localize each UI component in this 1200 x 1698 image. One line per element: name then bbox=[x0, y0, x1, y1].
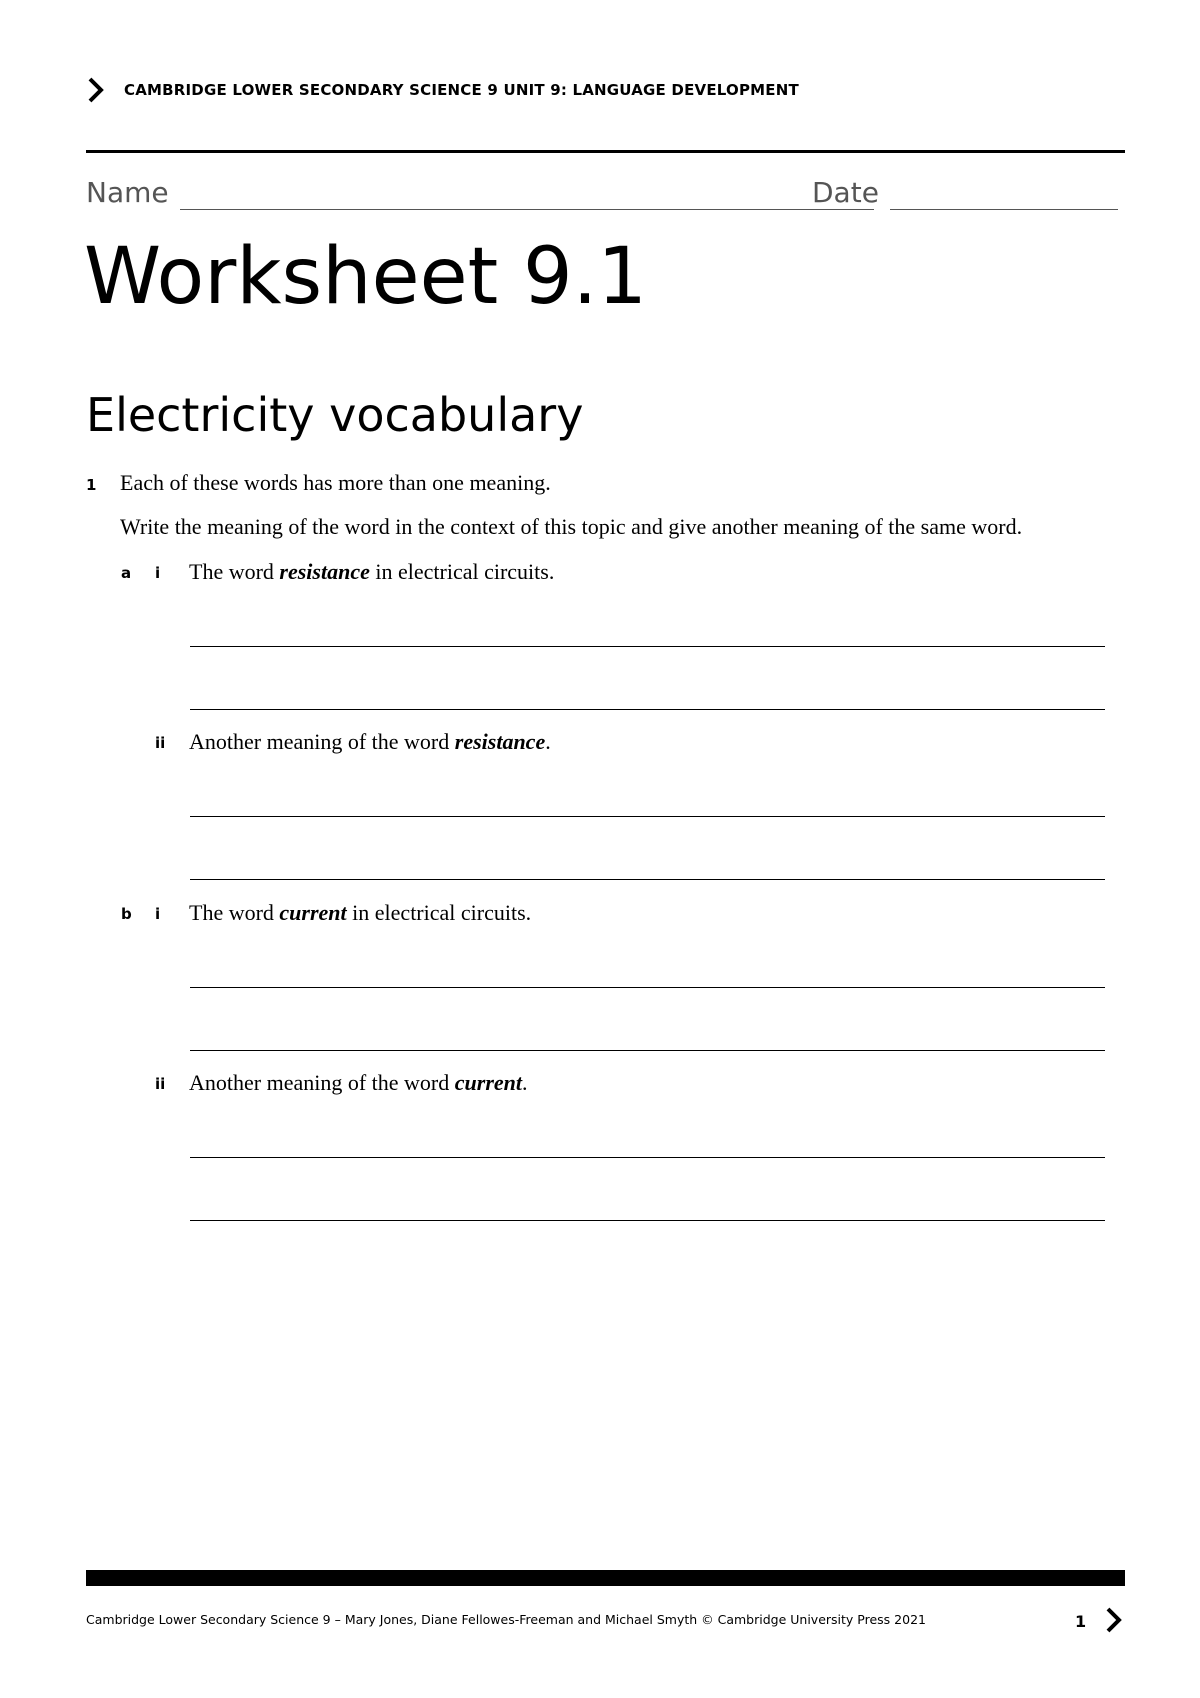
question-instruction: Write the meaning of the word in the context of this topic and give another meaning of the same word. bbox=[120, 514, 1023, 539]
subpart-label-b-ii: ii bbox=[155, 1075, 166, 1093]
key-word: resistance bbox=[454, 729, 546, 754]
answer-line-b-ii-1[interactable] bbox=[190, 1157, 1105, 1158]
page-number: 1 bbox=[1075, 1612, 1087, 1631]
date-label: Date bbox=[812, 176, 879, 209]
answer-line-b-i-1[interactable] bbox=[190, 987, 1105, 988]
answer-line-a-ii-1[interactable] bbox=[190, 816, 1105, 817]
date-field[interactable] bbox=[890, 209, 1118, 210]
answer-line-a-i-1[interactable] bbox=[190, 646, 1105, 647]
worksheet-title: Worksheet 9.1 bbox=[84, 232, 647, 322]
answer-line-a-ii-2[interactable] bbox=[190, 879, 1105, 880]
section-title: Electricity vocabulary bbox=[86, 388, 584, 442]
question-number: 1 bbox=[86, 476, 97, 494]
question-intro: Each of these words has more than one meaning. bbox=[120, 470, 551, 495]
chevron-right-icon bbox=[86, 76, 106, 104]
prompt-b-ii: Another meaning of the word current. bbox=[189, 1070, 528, 1095]
prompt-a-ii: Another meaning of the word resistance. bbox=[189, 729, 551, 754]
key-word: current bbox=[279, 900, 347, 925]
footer-bar bbox=[86, 1570, 1125, 1586]
part-label-a: a bbox=[121, 564, 132, 582]
prompt-a-i: The word resistance in electrical circuits. bbox=[189, 559, 555, 584]
part-label-b: b bbox=[121, 905, 132, 923]
name-label: Name bbox=[86, 176, 169, 209]
running-header bbox=[86, 76, 799, 104]
chevron-right-icon bbox=[1104, 1606, 1124, 1634]
answer-line-b-i-2[interactable] bbox=[190, 1050, 1105, 1051]
key-word: resistance bbox=[279, 559, 370, 584]
subpart-label-a-i: i bbox=[155, 564, 161, 582]
subpart-label-b-i: i bbox=[155, 905, 161, 923]
prompt-b-i: The word current in electrical circuits. bbox=[189, 900, 532, 925]
header-divider bbox=[86, 150, 1125, 153]
footer-credit: Cambridge Lower Secondary Science 9 – Mary Jones, Diane Fellowes-Freeman and Michael Smyth © Cambridge University Press 2021 bbox=[86, 1612, 926, 1627]
name-field[interactable] bbox=[180, 209, 874, 210]
name-date-row bbox=[86, 172, 1126, 218]
key-word: current bbox=[454, 1070, 523, 1095]
answer-line-b-ii-2[interactable] bbox=[190, 1220, 1105, 1221]
header-text: CAMBRIDGE LOWER SECONDARY SCIENCE 9 UNIT 9: LANGUAGE DEVELOPMENT bbox=[124, 81, 799, 99]
answer-line-a-i-2[interactable] bbox=[190, 709, 1105, 710]
subpart-label-a-ii: ii bbox=[155, 734, 166, 752]
